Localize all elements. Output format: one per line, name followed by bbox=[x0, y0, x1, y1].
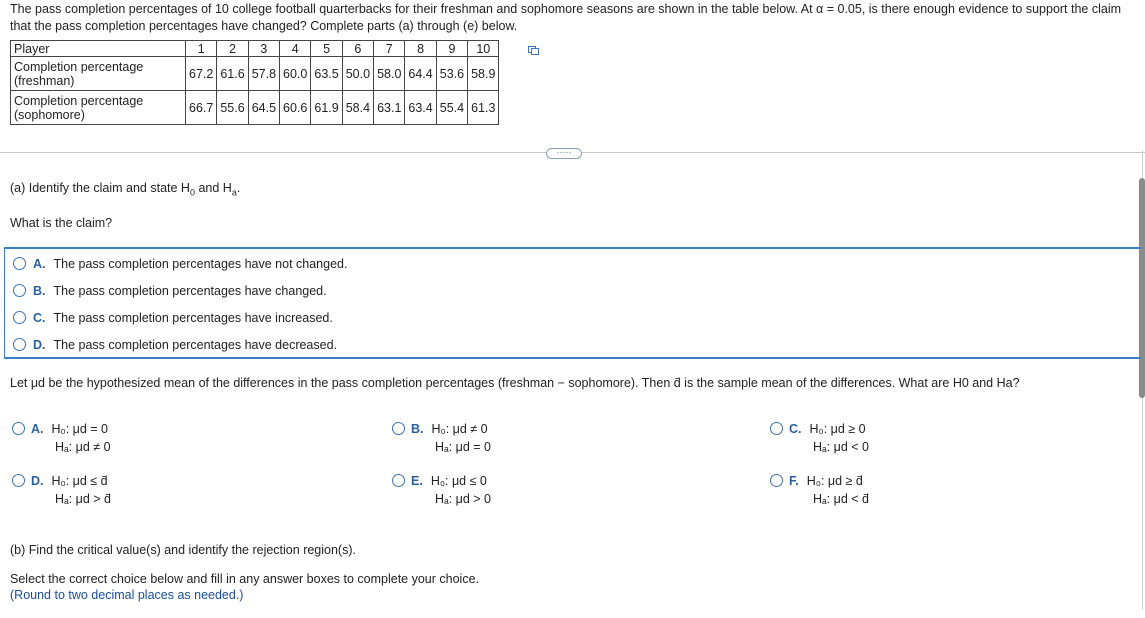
claim-options-box bbox=[4, 247, 1141, 359]
part-a-question: What is the claim? bbox=[10, 216, 113, 230]
radio-button[interactable] bbox=[12, 422, 25, 435]
rounding-note: (Round to two decimal places as needed.) bbox=[10, 588, 244, 602]
claim-option-c[interactable]: C. The pass completion percentages have increased. bbox=[13, 310, 333, 326]
hypothesis-option-f[interactable]: F. H₀: μd ≥ d̄ Hₐ: μd < d̄ bbox=[770, 472, 869, 508]
table-cell: 63.1 bbox=[374, 91, 405, 125]
table-cell: 57.8 bbox=[248, 57, 279, 91]
part-a-title: (a) Identify the claim and state $H_0$ and $H_a$. bbox=[10, 181, 241, 198]
problem-intro: The pass completion percentages of 10 college football quarterbacks for their freshman and sophomore seasons are shown in the table below. At α = 0.05, is there enough evidence to support the claim that the pass completion percentages have changed? Complete parts (a) through (e) below. bbox=[10, 2, 1122, 33]
table-row-label: Completion percentage (sophomore) bbox=[11, 91, 186, 125]
table-cell: 64.5 bbox=[248, 91, 279, 125]
table-cell: 67.2 bbox=[186, 57, 217, 91]
part-b-instruction: Select the correct choice below and fill in any answer boxes to complete your choice. bbox=[10, 572, 479, 586]
table-cell: 55.6 bbox=[217, 91, 248, 125]
copy-table-icon[interactable] bbox=[528, 44, 539, 53]
table-cell: 3 bbox=[248, 41, 279, 57]
table-header-row bbox=[11, 41, 499, 57]
claim-option-a[interactable]: A. The pass completion percentages have not changed. bbox=[13, 256, 347, 272]
radio-button[interactable] bbox=[13, 338, 26, 351]
radio-button[interactable] bbox=[770, 474, 783, 487]
table-cell: 61.3 bbox=[468, 91, 499, 125]
table-cell: 9 bbox=[436, 41, 467, 57]
table-cell: 63.4 bbox=[405, 91, 436, 125]
radio-button[interactable] bbox=[13, 284, 26, 297]
claim-option-d[interactable]: D. The pass completion percentages have decreased. bbox=[13, 337, 337, 353]
table-cell: 4 bbox=[280, 41, 311, 57]
radio-button[interactable] bbox=[770, 422, 783, 435]
table-cell: 61.9 bbox=[311, 91, 342, 125]
table-cell: 53.6 bbox=[436, 57, 467, 91]
hypothesis-question: Let μd be the hypothesized mean of the differences in the pass completion percentages (freshman − sophomore). Then d̄ is the sample mean of the differences. What are H0 and Ha? bbox=[10, 376, 1020, 390]
table-cell: 61.6 bbox=[217, 57, 248, 91]
table-cell: 1 bbox=[186, 41, 217, 57]
table-cell: 10 bbox=[468, 41, 499, 57]
table-cell: 6 bbox=[342, 41, 373, 57]
hypothesis-option-e[interactable]: E. H₀: μd ≤ 0 Hₐ: μd > 0 bbox=[392, 472, 491, 508]
radio-button[interactable] bbox=[392, 422, 405, 435]
more-button[interactable]: ····· bbox=[546, 148, 582, 159]
table-cell: 8 bbox=[405, 41, 436, 57]
table-cell: 63.5 bbox=[311, 57, 342, 91]
radio-button[interactable] bbox=[13, 311, 26, 324]
radio-button[interactable] bbox=[13, 257, 26, 270]
table-cell: 60.0 bbox=[280, 57, 311, 91]
table-cell: 2 bbox=[217, 41, 248, 57]
hypothesis-option-c[interactable]: C. H₀: μd ≥ 0 Hₐ: μd < 0 bbox=[770, 420, 869, 456]
table-header-label: Player bbox=[11, 41, 186, 57]
table-cell: 7 bbox=[374, 41, 405, 57]
claim-option-b[interactable]: B. The pass completion percentages have changed. bbox=[13, 283, 327, 299]
hypothesis-option-a[interactable]: A. H₀: μd = 0 Hₐ: μd ≠ 0 bbox=[12, 420, 111, 456]
table-cell: 50.0 bbox=[342, 57, 373, 91]
table-cell: 58.4 bbox=[342, 91, 373, 125]
hypothesis-option-d[interactable]: D. H₀: μd ≤ d̄ Hₐ: μd > d̄ bbox=[12, 472, 111, 508]
table-cell: 66.7 bbox=[186, 91, 217, 125]
table-row bbox=[11, 91, 499, 125]
table-cell: 58.0 bbox=[374, 57, 405, 91]
table-cell: 64.4 bbox=[405, 57, 436, 91]
part-b-title: (b) Find the critical value(s) and identify the rejection region(s). bbox=[10, 543, 356, 557]
table-cell: 55.4 bbox=[436, 91, 467, 125]
radio-button[interactable] bbox=[12, 474, 25, 487]
hypothesis-option-b[interactable]: B. H₀: μd ≠ 0 Hₐ: μd = 0 bbox=[392, 420, 491, 456]
table-cell: 5 bbox=[311, 41, 342, 57]
table-cell: 58.9 bbox=[468, 57, 499, 91]
table-cell: 60.6 bbox=[280, 91, 311, 125]
table-row bbox=[11, 57, 499, 91]
data-table bbox=[10, 40, 499, 125]
table-row-label: Completion percentage (freshman) bbox=[11, 57, 186, 91]
radio-button[interactable] bbox=[392, 474, 405, 487]
